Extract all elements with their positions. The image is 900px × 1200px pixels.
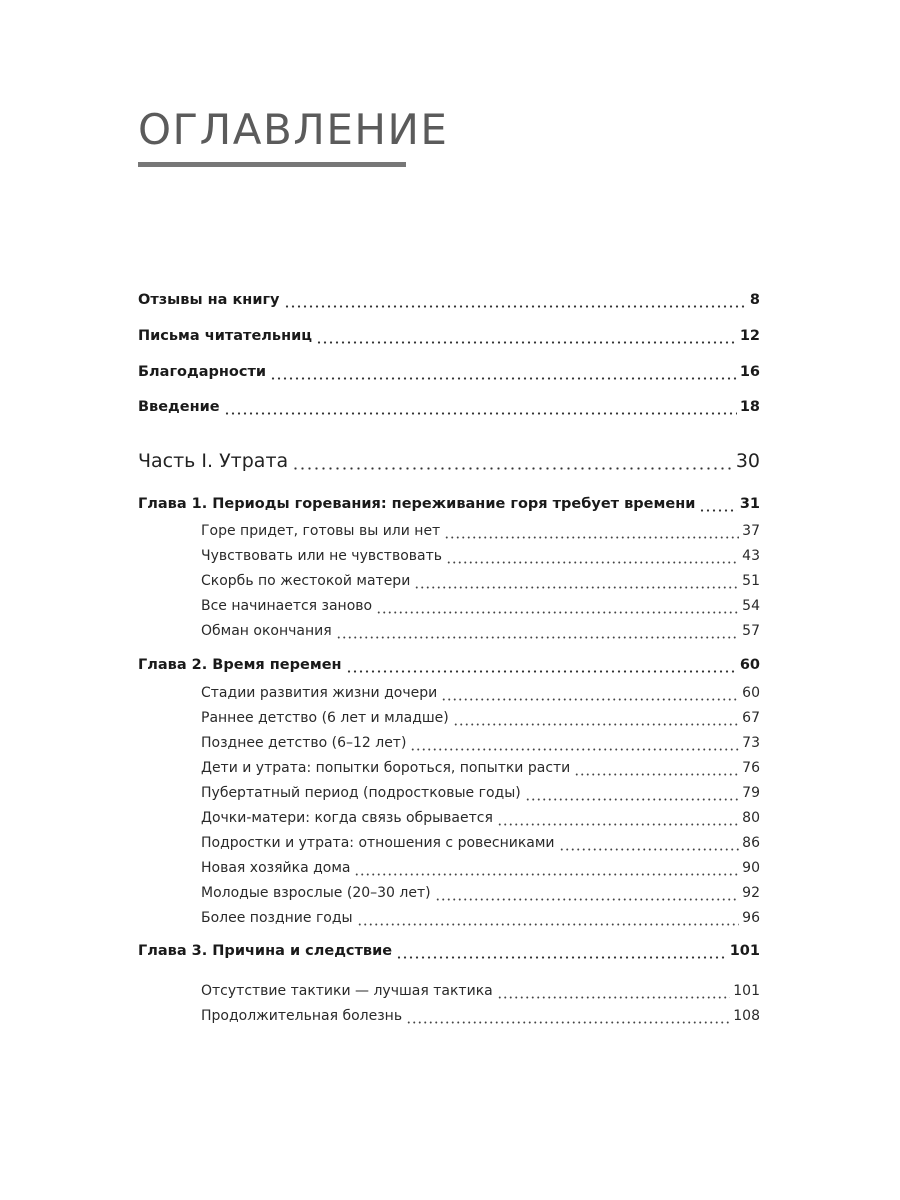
dot-leader xyxy=(414,571,739,592)
toc-section[interactable] xyxy=(201,546,760,567)
toc-entry-introduction[interactable] xyxy=(138,396,760,418)
toc-section[interactable] xyxy=(201,521,760,542)
toc-section-title: Новая хозяйка дома xyxy=(201,860,351,876)
toc-section-page: 73 xyxy=(742,735,760,751)
dot-leader xyxy=(497,808,739,829)
toc-section[interactable] xyxy=(201,883,760,904)
dot-leader xyxy=(376,596,739,617)
toc-entry-title: Отзывы на книгу xyxy=(138,292,280,308)
toc-part-title: Часть I. Утрата xyxy=(138,450,289,472)
dot-leader xyxy=(559,833,740,854)
toc-entry-title: Благодарности xyxy=(138,364,267,380)
toc-section[interactable] xyxy=(201,758,760,779)
toc-entry-letters[interactable] xyxy=(138,325,760,347)
dot-leader xyxy=(357,908,740,929)
dot-leader xyxy=(574,758,739,779)
dot-leader xyxy=(346,654,737,676)
toc-chapter-3[interactable] xyxy=(138,940,760,962)
toc-section[interactable] xyxy=(201,571,760,592)
dot-leader xyxy=(316,325,737,347)
dot-leader xyxy=(396,940,727,962)
toc-section-title: Молодые взрослые (20–30 лет) xyxy=(201,885,431,901)
toc-section-title: Скорбь по жестокой матери xyxy=(201,573,411,589)
toc-section-page: 92 xyxy=(742,885,760,901)
toc-section-page: 67 xyxy=(742,710,760,726)
dot-leader xyxy=(446,546,739,567)
dot-leader xyxy=(444,521,739,542)
dot-leader xyxy=(270,361,737,383)
toc-section[interactable] xyxy=(201,858,760,879)
dot-leader xyxy=(435,883,740,904)
toc-section-title: Позднее детство (6–12 лет) xyxy=(201,735,407,751)
toc-chapter-2[interactable] xyxy=(138,654,760,676)
dot-leader xyxy=(441,683,739,704)
toc-chapter-page: 31 xyxy=(739,496,760,512)
toc-section[interactable] xyxy=(201,783,760,804)
toc-section-page: 79 xyxy=(742,785,760,801)
toc-section-title: Подростки и утрата: отношения с ровесниками xyxy=(201,835,555,851)
toc-section-title: Обман окончания xyxy=(201,623,332,639)
toc-section-title: Пубертатный период (подростковые годы) xyxy=(201,785,521,801)
toc-section-page: 80 xyxy=(742,810,760,826)
toc-section-page: 76 xyxy=(742,760,760,776)
toc-entry-page: 18 xyxy=(739,399,760,415)
toc-section-title: Стадии развития жизни дочери xyxy=(201,685,438,701)
dot-leader xyxy=(224,396,737,418)
dot-leader xyxy=(525,783,739,804)
toc-section-title: Продолжительная болезнь xyxy=(201,1008,403,1024)
toc-part-1[interactable] xyxy=(138,447,760,475)
toc-section[interactable] xyxy=(201,733,760,754)
toc-section-page: 90 xyxy=(742,860,760,876)
dot-leader xyxy=(354,858,739,879)
toc-chapter-title: Глава 3. Причина и следствие xyxy=(138,943,393,959)
toc-section-title: Все начинается заново xyxy=(201,598,373,614)
toc-chapter-1[interactable] xyxy=(138,493,760,515)
toc-section-title: Дети и утрата: попытки бороться, попытки расти xyxy=(201,760,571,776)
toc-entry-reviews[interactable] xyxy=(138,289,760,311)
page-title: ОГЛАВЛЕНИЕ xyxy=(138,105,449,154)
toc-section-page: 54 xyxy=(742,598,760,614)
toc-section[interactable] xyxy=(201,833,760,854)
toc-section-page: 43 xyxy=(742,548,760,564)
toc-section-page: 86 xyxy=(742,835,760,851)
toc-section-page: 108 xyxy=(733,1008,760,1024)
toc-chapter-page: 101 xyxy=(729,943,760,959)
toc-section[interactable] xyxy=(201,708,760,729)
toc-section-title: Чувствовать или не чувствовать xyxy=(201,548,443,564)
toc-section[interactable] xyxy=(201,1006,760,1027)
dot-leader xyxy=(497,981,731,1002)
toc-section[interactable] xyxy=(201,981,760,1002)
dot-leader xyxy=(699,493,736,515)
toc-section-title: Отсутствие тактики — лучшая тактика xyxy=(201,983,493,999)
toc-section-title: Горе придет, готовы вы или нет xyxy=(201,523,441,539)
toc-chapter-title: Глава 2. Время перемен xyxy=(138,657,342,673)
toc-chapter-title: Глава 1. Периоды горевания: переживание горя требует времени xyxy=(138,496,696,512)
toc-section[interactable] xyxy=(201,596,760,617)
toc-part-page: 30 xyxy=(735,450,760,472)
toc-section-page: 60 xyxy=(742,685,760,701)
toc-section[interactable] xyxy=(201,683,760,704)
toc-entry-title: Введение xyxy=(138,399,220,415)
toc-entry-acknowledgements[interactable] xyxy=(138,361,760,383)
toc-section-title: Раннее детство (6 лет и младше) xyxy=(201,710,449,726)
toc-entry-title: Письма читательниц xyxy=(138,328,312,344)
toc-entry-page: 8 xyxy=(749,292,760,308)
toc-section-page: 57 xyxy=(742,623,760,639)
toc-entry-page: 12 xyxy=(739,328,760,344)
toc-entry-page: 16 xyxy=(739,364,760,380)
dot-leader xyxy=(292,447,733,475)
toc-section[interactable] xyxy=(201,621,760,642)
toc-section-page: 51 xyxy=(742,573,760,589)
toc-section-title: Дочки-матери: когда связь обрывается xyxy=(201,810,493,826)
dot-leader xyxy=(336,621,740,642)
dot-leader xyxy=(410,733,739,754)
dot-leader xyxy=(453,708,739,729)
toc-section[interactable] xyxy=(201,908,760,929)
title-underline xyxy=(138,162,406,167)
dot-leader xyxy=(284,289,747,311)
toc-section-page: 101 xyxy=(733,983,760,999)
dot-leader xyxy=(406,1006,730,1027)
toc-section-page: 37 xyxy=(742,523,760,539)
toc-section[interactable] xyxy=(201,808,760,829)
toc-chapter-page: 60 xyxy=(739,657,760,673)
toc-section-title: Более поздние годы xyxy=(201,910,353,926)
toc-section-page: 96 xyxy=(742,910,760,926)
